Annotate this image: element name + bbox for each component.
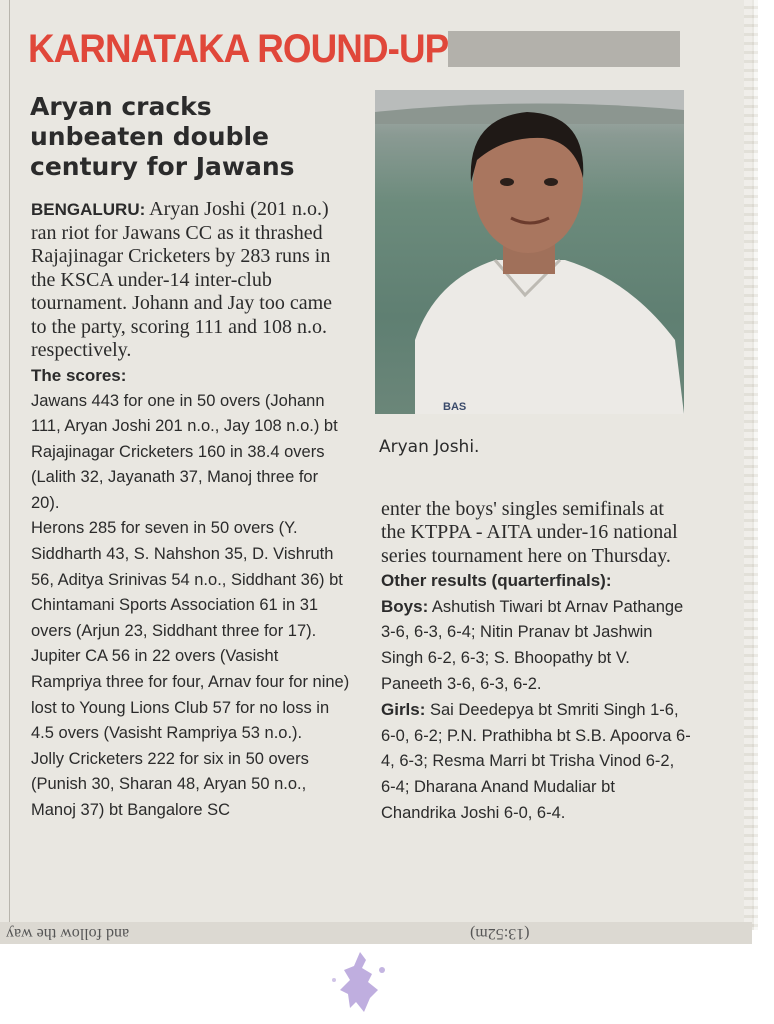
girls-results <box>381 697 693 826</box>
photo-caption: Aryan Joshi. <box>379 437 480 457</box>
scores-list <box>31 389 351 824</box>
score-entry: Jupiter CA 56 in 22 overs (Vasisht Rampriya three for four, Arnav four for nine) lost to Young Lions Club 57 for no loss in 4.5 overs (Vasisht Rampriya 53 n.o.). <box>31 647 350 743</box>
tennis-text: enter the boys' singles semifinals at the KTPPA - AITA under-16 national series tournament here on Thursday. <box>381 498 678 567</box>
results-list <box>381 594 693 826</box>
girls-results-text: Sai Deedepya bt Smriti Singh 1-6, 6-0, 6-2; P.N. Prathibha bt S.B. Apoorva 6-4, 6-3; Resma Marri bt Trisha Vinod 6-2, 6-4; Dharana Anand Mudaliar bt Chandrika Joshi 6-0, 6-4. <box>381 701 691 822</box>
tennis-story <box>381 498 693 826</box>
results-heading: Other results (quarterfinals): <box>381 570 612 590</box>
section-title: KARNATAKA ROUND-UP <box>28 27 449 71</box>
scores-heading: The scores: <box>31 365 127 385</box>
boys-label: Boys: <box>381 596 429 616</box>
torn-edge <box>744 0 758 930</box>
dateline: BENGALURU: <box>31 200 146 219</box>
ink-smudge <box>320 950 410 1020</box>
story-title: Aryan cracks unbeaten double century for Jawans <box>30 92 295 181</box>
shirt-logo-text: BAS <box>443 401 467 413</box>
mirrored-text-right: (13:52m) <box>470 925 530 942</box>
player-photo <box>375 90 684 414</box>
lead-paragraph <box>31 198 351 363</box>
column-rule <box>9 0 10 930</box>
player-photo-image <box>375 90 684 414</box>
lead-text: Aryan Joshi (201 n.o.) ran riot for Jawans CC as it thrashed Rajajinagar Cricketers by 283 runs in the KSCA under-14 inter-club tournament. Johann and Jay too came to the party, scoring 111 and 108 n.o. respectively. <box>31 198 333 361</box>
score-entry: Jawans 443 for one in 50 overs (Johann 111, Aryan Joshi 201 n.o., Jay 108 n.o.) bt Rajajinagar Cricketers 160 in 38.4 overs (Lalith 32, Jayanath 37, Manoj three for 20). <box>31 391 338 512</box>
section-title-bar <box>448 31 680 67</box>
girls-label: Girls: <box>381 700 426 720</box>
story-body <box>31 198 351 824</box>
reverse-side-strip <box>0 922 752 944</box>
score-entry: Jolly Cricketers 222 for six in 50 overs (Punish 30, Sharan 48, Aryan 50 n.o., Manoj 37) bt Bangalore SC <box>31 749 309 819</box>
boys-results-text: Ashutish Tiwari bt Arnav Pathange 3-6, 6-3, 6-4; Nitin Pranav bt Jashwin Singh 6-2, 6-3; S. Bhoopathy bt V. Paneeth 3-6, 6-3, 6-2. <box>381 597 684 693</box>
boys-results <box>381 594 693 697</box>
mirrored-text-left: and follow the way <box>6 925 130 942</box>
score-entry: Herons 285 for seven in 50 overs (Y. Siddharth 43, S. Nahshon 35, D. Vishruth 56, Aditya Srinivas 54 n.o., Siddhant 36) bt Chintamani Sports Association 61 in 31 overs (Arjun 23, Siddhant three for 17). <box>31 519 343 640</box>
